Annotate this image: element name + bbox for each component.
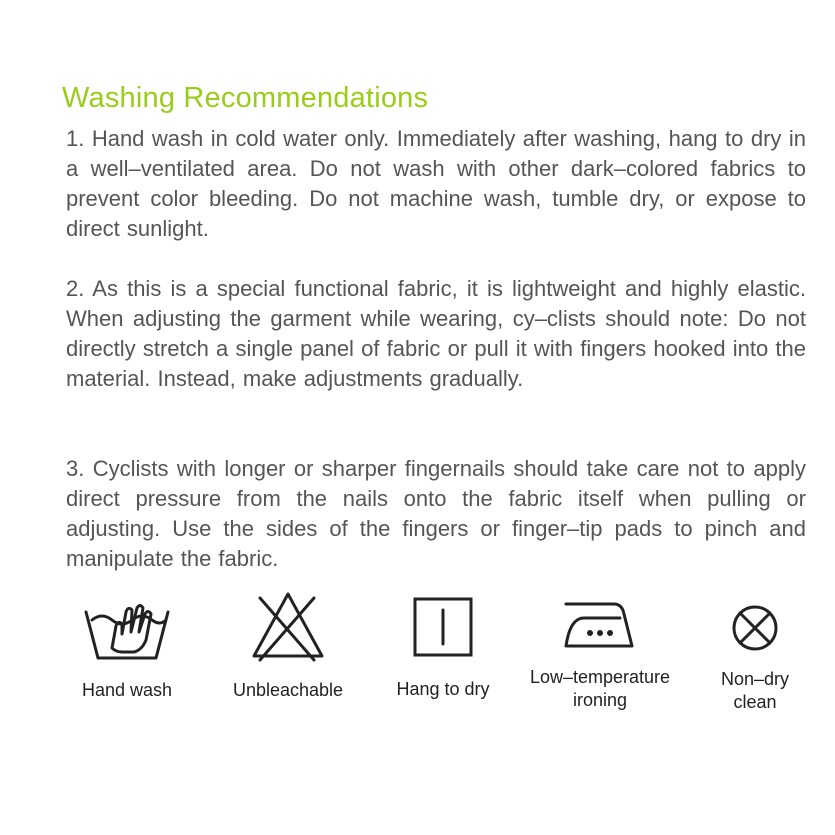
recommendation-paragraph-1: 1. Hand wash in cold water only. Immediately after washing, hang to dry in a well–ventilated area. Do not wash with other dark–colored fabrics to prevent color bleeding. Do not machine wash, tumble dry, or expose to direct sunlight.	[66, 126, 806, 241]
line-dry-icon	[412, 596, 474, 658]
care-label-hang-to-dry: Hang to dry	[396, 679, 490, 699]
do-not-bleach-icon	[250, 590, 326, 666]
hand-wash-icon	[82, 590, 172, 672]
care-symbols-row	[0, 590, 835, 730]
care-symbol-non-dry-clean	[680, 590, 830, 730]
care-label-low-temperature-ironing: Low–temperature ironing	[529, 667, 671, 710]
care-symbol-hang-to-dry	[368, 590, 518, 730]
care-symbol-unbleachable	[213, 590, 363, 730]
care-label-non-dry-clean: Non–dry clean	[720, 669, 790, 712]
recommendation-paragraph-3: 3. Cyclists with longer or sharper fingernails should take care not to apply direct pressure from the nails onto the fabric itself when pulling or adjusting. Use the sides of the fingers or finger–tip pads to pinch and manipulate the fabric.	[66, 456, 806, 571]
care-symbol-low-temperature-ironing	[512, 590, 688, 730]
care-label-hand-wash: Hand wash	[81, 680, 173, 700]
do-not-dry-clean-icon	[729, 602, 781, 654]
low-temperature-iron-icon	[562, 600, 638, 652]
page-title: Washing Recommendations	[62, 82, 429, 114]
care-label-unbleachable: Unbleachable	[232, 680, 344, 700]
care-symbol-hand-wash	[52, 590, 202, 730]
recommendation-paragraph-2: 2. As this is a special functional fabric, it is lightweight and highly elastic. When adjusting the garment while wearing, cy–clists should note: Do not directly stretch a single panel of fabric or pull it with fingers hooked into the material. Instead, make adjustments gradually.	[66, 276, 806, 391]
